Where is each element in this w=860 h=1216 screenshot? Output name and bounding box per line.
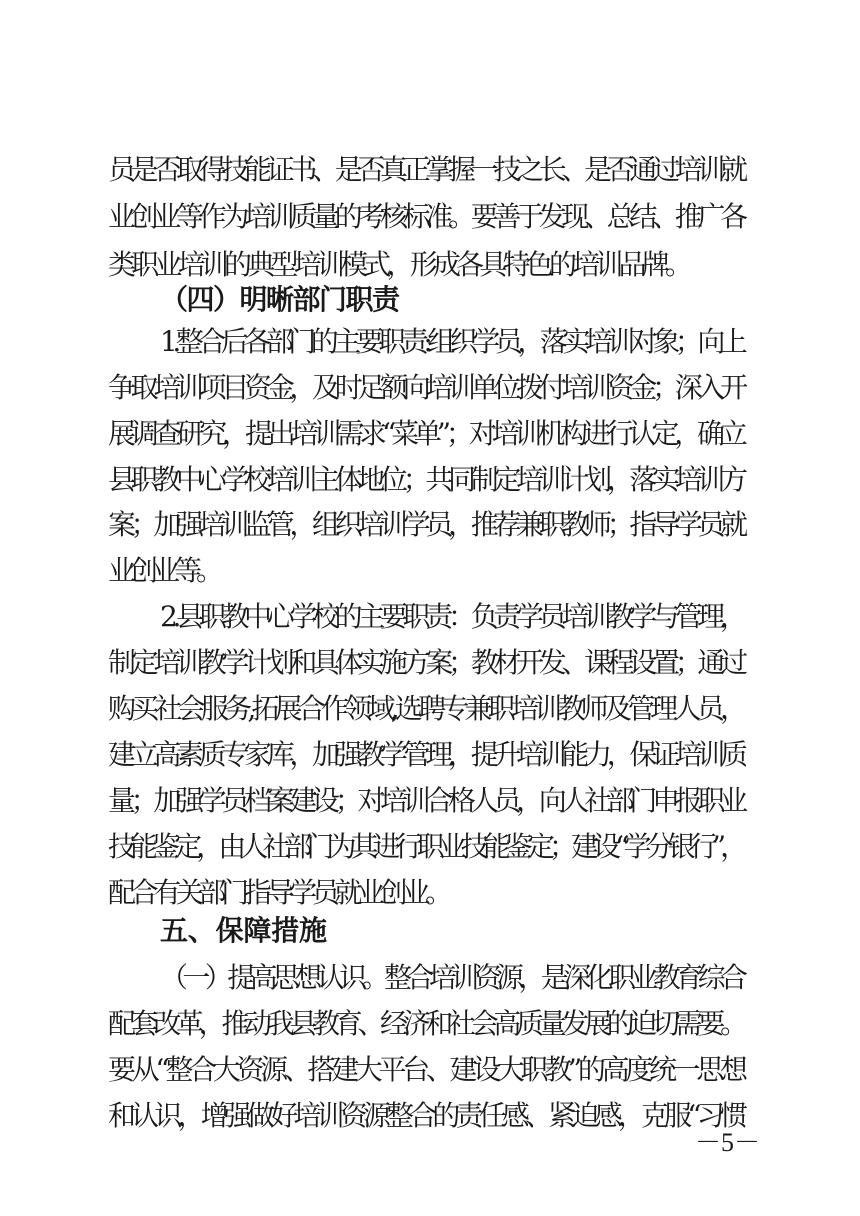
- body-line: [0, 505, 860, 545]
- subsection-heading: [0, 280, 860, 320]
- line-text: 业创业等。: [108, 554, 219, 587]
- body-line: [0, 1050, 860, 1090]
- line-text: （一）提高思想认识。整合培训资源，是深化职业教育综合: [160, 961, 743, 994]
- line-text: 县职教中心学校培训主体地位；共同制定培训计划，落实培训方: [108, 463, 743, 496]
- body-line: [0, 735, 860, 775]
- line-text: 案；加强培训监管，组织培训学员，推荐兼职教师；指导学员就: [108, 508, 743, 541]
- body-line: [0, 827, 860, 867]
- body-line: [0, 643, 860, 683]
- line-text: 建立高素质专家库，加强教学管理，提升培训能力，保证培训质: [108, 738, 743, 771]
- heading-text: 五、保障措施: [160, 914, 327, 947]
- body-line: [0, 551, 860, 591]
- body-line: [0, 958, 860, 998]
- line-text: 员是否取得技能证书、是否真正掌握一技之长、是否通过培训就: [108, 153, 743, 186]
- line-text: 配合有关部门指导学员就业创业。: [108, 876, 448, 909]
- body-line: [0, 781, 860, 821]
- line-text: 展调查研究，提出培训需求“菜单”；对培训机构进行认定，确立: [108, 417, 743, 450]
- line-text: 制定培训教学计划和具体实施方案；教材开发、课程设置；通过: [108, 646, 743, 679]
- line-text: 要从“整合大资源、搭建大平台、建设大职教”的高度统一思想: [108, 1053, 744, 1086]
- section-heading: [0, 911, 860, 951]
- line-text: 1.整合后各部门的主要职责:组织学员，落实培训对象；向上: [160, 325, 743, 358]
- body-line: [0, 414, 860, 454]
- page-number: －5－: [694, 1128, 760, 1157]
- body-line: [0, 150, 860, 190]
- heading-text: （四）明晰部门职责: [160, 283, 399, 316]
- body-line: [0, 1004, 860, 1044]
- body-line: [0, 597, 860, 637]
- line-text: 购买社会服务,拓展合作领域,选聘专兼职培训教师及管理人员，: [108, 692, 744, 725]
- body-line: [0, 873, 860, 913]
- line-text: 量；加强学员档案建设；对培训合格人员，向人社部门申报职业: [108, 784, 743, 817]
- body-line: [0, 322, 860, 362]
- line-text: 和认识，增强做好培训资源整合的责任感、紧迫感，克服“习惯: [108, 1099, 744, 1132]
- line-text: 类职业培训的典型培训模式，形成各具特色的培训品牌。: [108, 248, 689, 281]
- line-text: 配套改革，推动我县教育、经济和社会高质量发展的迫切需要。: [108, 1007, 743, 1040]
- body-line: [0, 460, 860, 500]
- body-line: [0, 368, 860, 408]
- body-line: [0, 689, 860, 729]
- line-text: 争取培训项目资金，及时足额向培训单位拨付培训资金；深入开: [108, 371, 743, 404]
- body-line: [0, 197, 860, 237]
- line-text: 技能鉴定，由人社部门为其进行职业技能鉴定；建设“学分银行”，: [108, 830, 743, 863]
- line-text: 业创业等作为培训质量的考核标准。要善于发现、总结、推广各: [108, 200, 743, 233]
- body-line: [0, 245, 860, 285]
- line-text: 2.县职教中心学校的主要职责：负责学员培训教学与管理，: [160, 600, 743, 633]
